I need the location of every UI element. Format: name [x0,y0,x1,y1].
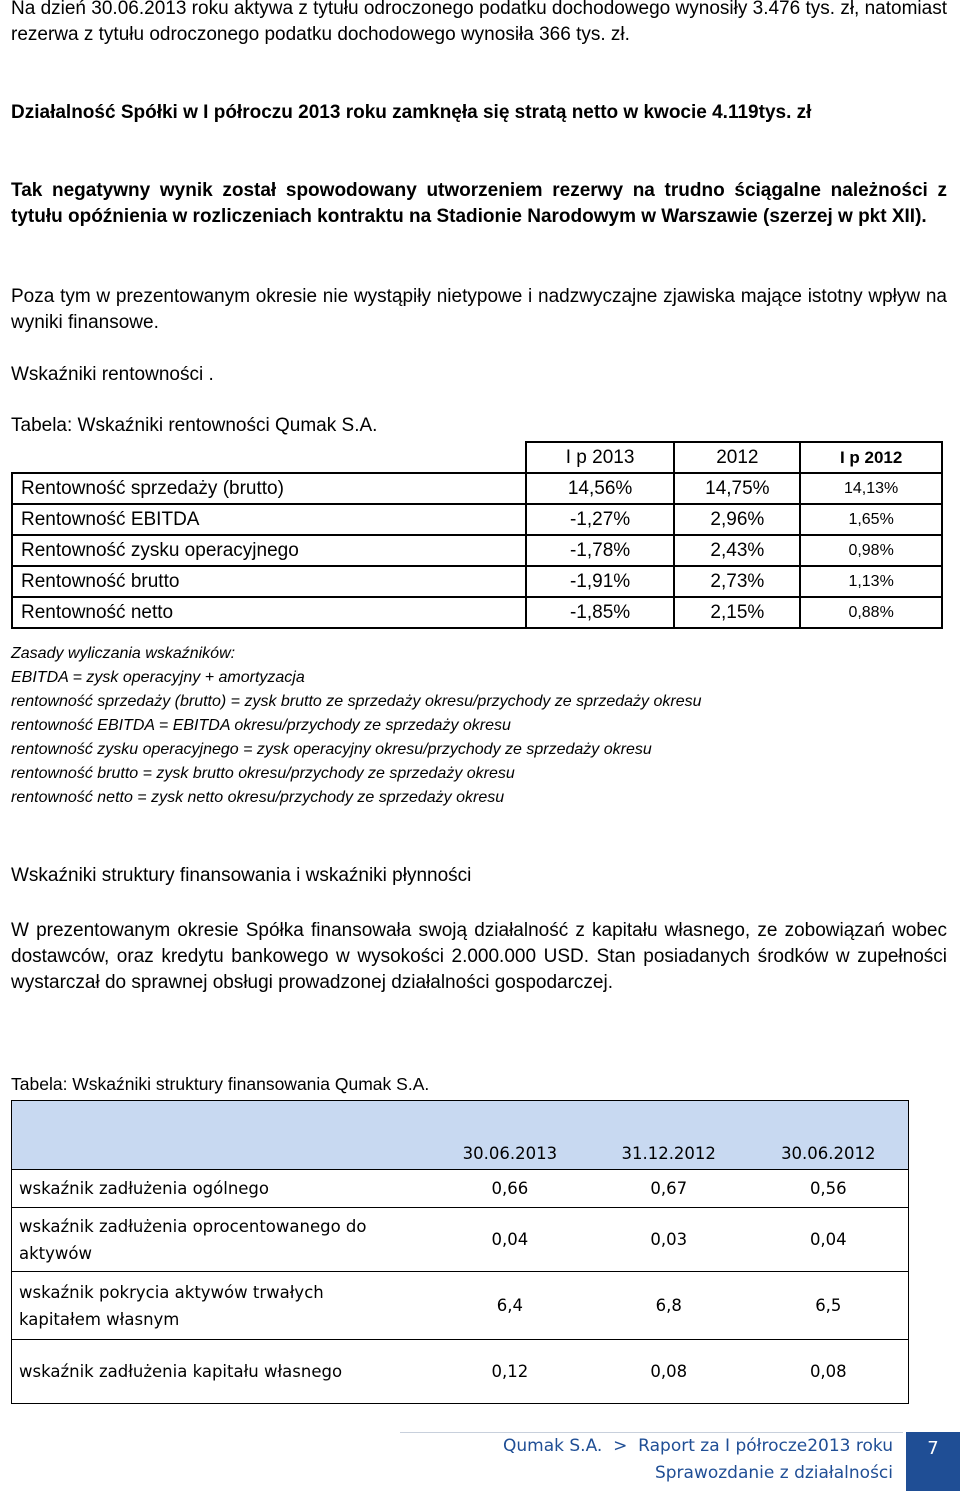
table-header-row [12,1101,909,1170]
formula-notes [11,642,702,810]
row-value: -1,27% [526,504,675,535]
row-value: 0,56 [749,1170,909,1208]
row-value: 1,65% [800,504,942,535]
footer-divider [400,1432,903,1433]
row-value: 0,98% [800,535,942,566]
row-value: -1,78% [526,535,675,566]
row-value: 6,8 [589,1272,749,1340]
row-value: 6,4 [431,1272,589,1340]
row-value: -1,85% [526,597,675,628]
financing-structure-table [11,1100,909,1404]
table-row [12,1208,909,1272]
table-header-cell: I p 2013 [526,442,675,473]
table-header-cell: 31.12.2012 [589,1101,749,1170]
paragraph-no-unusual-events: Poza tym w prezentowanym okresie nie wystąpiły nietypowe i nadzwyczajne zjawiska mające istotny wpływ na wyniki finansowe. [11,286,947,333]
row-value: 14,13% [800,473,942,504]
note-line: Zasady wyliczania wskaźników: [11,645,236,662]
table1-caption: Tabela: Wskaźniki rentowności Qumak S.A. [11,415,378,436]
row-label: wskaźnik zadłużenia ogólnego [12,1170,431,1208]
row-label: Rentowność netto [12,597,526,628]
row-value: 0,12 [431,1340,589,1404]
row-value: -1,91% [526,566,675,597]
row-value: 2,43% [674,535,800,566]
row-value: 2,15% [674,597,800,628]
row-label: wskaźnik pokrycia aktywów trwałych kapitałem własnym [12,1272,431,1340]
row-value: 0,03 [589,1208,749,1272]
row-value: 6,5 [749,1272,909,1340]
table-header-empty [12,442,526,473]
row-value: 2,73% [674,566,800,597]
section-heading-profitability: Wskaźniki rentowności . [11,364,214,385]
table-row [12,566,942,597]
row-value: 0,04 [749,1208,909,1272]
row-label: Rentowność brutto [12,566,526,597]
table-row [12,1340,909,1404]
row-value: 0,66 [431,1170,589,1208]
note-line: EBITDA = zysk operacyjny + amortyzacja [11,669,305,686]
row-value: 0,04 [431,1208,589,1272]
row-value: 14,75% [674,473,800,504]
row-label: wskaźnik zadłużenia oprocentowanego do aktywów [12,1208,431,1272]
table-row [12,504,942,535]
note-line: rentowność brutto = zysk brutto okresu/przychody ze sprzedaży okresu [11,765,515,782]
paragraph-loss-reason: Tak negatywny wynik został spowodowany utworzeniem rezerwy na trudno ściągalne należności z tytułu opóźnienia w rozliczeniach kontraktu na Stadionie Narodowym w Warszawie (szerzej w pkt XII). [11,180,947,227]
paragraph-deferred-tax: Na dzień 30.06.2013 roku aktywa z tytułu odroczonego podatku dochodowego wynosiły 3.476 tys. zł, natomiast rezerwa z tytułu odroczonego podatku dochodowego wynosiła 366 tys. zł. [11,0,947,45]
note-line: rentowność sprzedaży (brutto) = zysk brutto ze sprzedaży okresu/przychody ze sprzedaży okresu [11,693,702,710]
table-header-row [12,442,942,473]
table2-caption: Tabela: Wskaźniki struktury finansowania Qumak S.A. [11,1074,430,1094]
paragraph-financing: W prezentowanym okresie Spółka finansowała swoją działalność z kapitału własnego, ze zobowiązań wobec dostawców, oraz kredytu bankowego w wysokości 2.000.000 USD. Stan posiadanych środków w zupełności wystarczał do sprawnej obsługi prowadzonej działalności gospodarczej. [11,920,947,993]
paragraph-net-loss: Działalność Spółki w I półroczu 2013 roku zamknęła się stratą netto w kwocie 4.119tys. zł [11,102,812,123]
table-row [12,1170,909,1208]
table-row [12,597,942,628]
row-label: Rentowność zysku operacyjnego [12,535,526,566]
row-label: wskaźnik zadłużenia kapitału własnego [12,1340,431,1404]
table-header-cell: 30.06.2012 [749,1101,909,1170]
footer-report-title: Qumak S.A. > Raport za I półrocze2013 roku [503,1436,893,1456]
note-line: rentowność netto = zysk netto okresu/przychody ze sprzedaży okresu [11,789,505,806]
section-heading-financing: Wskaźniki struktury finansowania i wskaźniki płynności [11,865,472,886]
table-row [12,1272,909,1340]
table-header-cell: I p 2012 [800,442,942,473]
note-line: rentowność zysku operacyjnego = zysk operacyjny okresu/przychody ze sprzedaży okresu [11,741,652,758]
table-header-cell: 2012 [674,442,800,473]
footer-section-title: Sprawozdanie z działalności [654,1463,893,1483]
row-value: 0,08 [589,1340,749,1404]
note-line: rentowność EBITDA = EBITDA okresu/przychody ze sprzedaży okresu [11,717,511,734]
table-header-cell: 30.06.2013 [431,1101,589,1170]
row-value: 14,56% [526,473,675,504]
table-row [12,473,942,504]
row-value: 1,13% [800,566,942,597]
row-value: 2,96% [674,504,800,535]
row-value: 0,67 [589,1170,749,1208]
row-label: Rentowność sprzedaży (brutto) [12,473,526,504]
page-number: 7 [927,1438,939,1459]
profitability-table [11,441,943,629]
row-value: 0,88% [800,597,942,628]
table-header-empty [12,1101,431,1170]
table-row [12,535,942,566]
page-number-box [906,1432,960,1491]
row-label: Rentowność EBITDA [12,504,526,535]
row-value: 0,08 [749,1340,909,1404]
